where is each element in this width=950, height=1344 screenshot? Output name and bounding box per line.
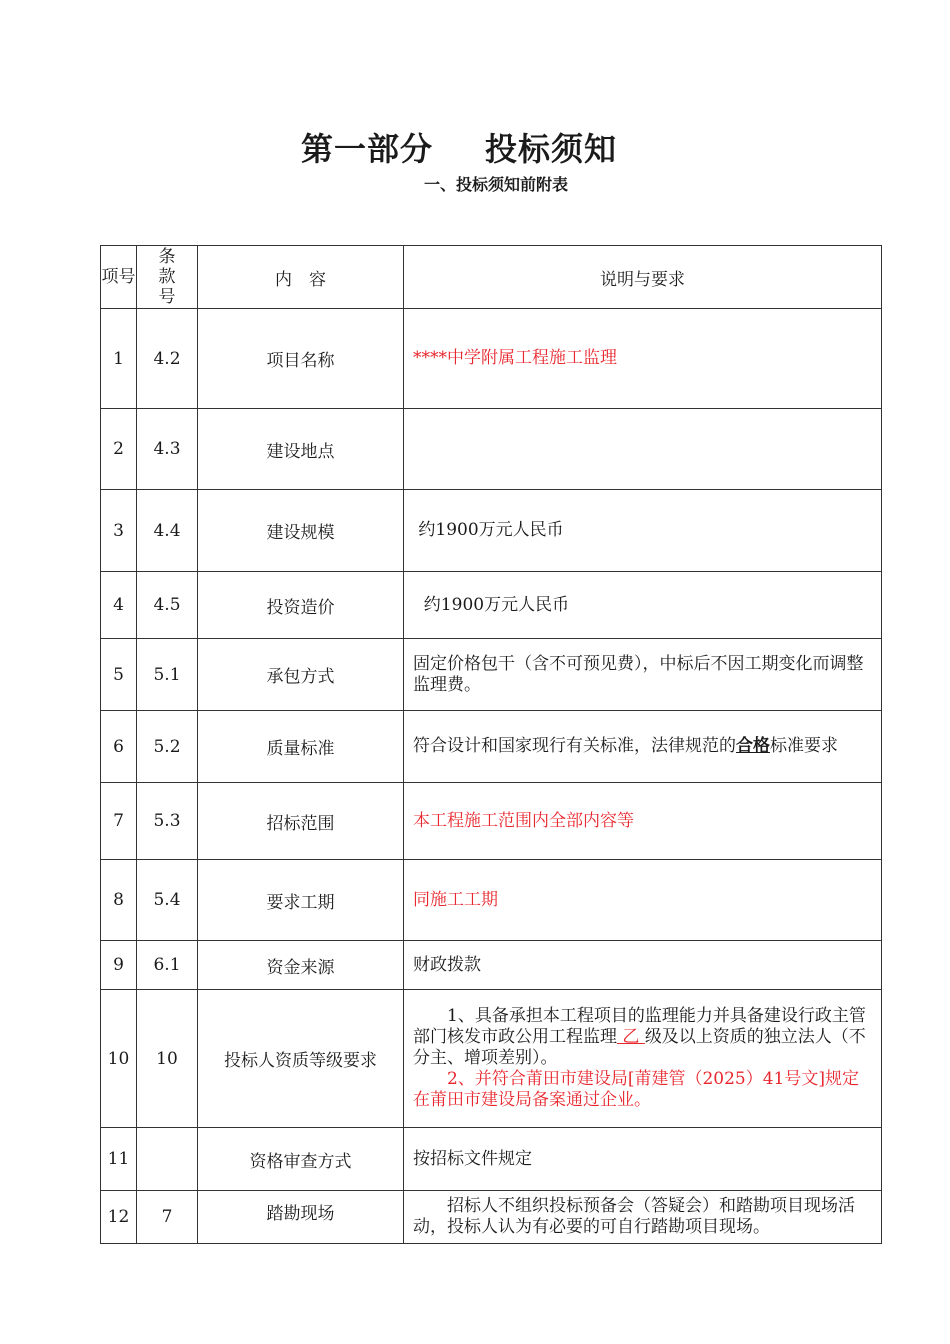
row-requirement: 同施工工期 (404, 860, 882, 941)
header-item-no: 项号 (101, 246, 137, 309)
row-requirement: 约1900万元人民币 (404, 572, 882, 639)
row-content: 建设地点 (198, 409, 404, 490)
row-clause: 4.2 (137, 309, 198, 409)
row-content: 资格审查方式 (198, 1128, 404, 1191)
row-requirement: 约1900万元人民币 (404, 490, 882, 572)
row-no: 9 (101, 941, 137, 990)
row-content: 质量标准 (198, 711, 404, 783)
table-row (101, 409, 882, 490)
table-header-row (101, 246, 882, 309)
quality-grade: 合格 (736, 736, 770, 756)
row-clause: 10 (137, 990, 198, 1128)
qualification-grade: 乙 (617, 1027, 645, 1047)
row-clause: 4.5 (137, 572, 198, 639)
quality-text-c: 标准要求 (770, 736, 838, 756)
row-clause: 5.2 (137, 711, 198, 783)
bid-instructions-table (100, 245, 882, 1244)
table-row (101, 1128, 882, 1191)
row-requirement: 本工程施工范围内全部内容等 (404, 783, 882, 860)
row-requirement: 固定价格包干（含不可预见费），中标后不因工期变化而调整监理费。 (404, 639, 882, 711)
row-clause: 5.1 (137, 639, 198, 711)
row-clause: 4.3 (137, 409, 198, 490)
row-no: 12 (101, 1191, 137, 1244)
row-content: 建设规模 (198, 490, 404, 572)
qualification-para-1: 1、具备承担本工程项目的监理能力并具备建设行政主管部门核发市政公用工程监理 乙 级及以上资质的独立法人（不分主、增项差别）。 (413, 1006, 866, 1068)
row-requirement (404, 409, 882, 490)
header-requirement: 说明与要求 (404, 246, 882, 309)
quality-text-a: 符合设计和国家现行有关标准，法律规范的 (413, 736, 736, 756)
row-no: 3 (101, 490, 137, 572)
title-part1: 第一部分 (300, 130, 433, 168)
row-requirement: 财政拨款 (404, 941, 882, 990)
row-no: 11 (101, 1128, 137, 1191)
row-clause: 7 (137, 1191, 198, 1244)
row-content: 投标人资质等级要求 (198, 990, 404, 1128)
qualification-para-2: 2、并符合莆田市建设局[莆建管（2025）41号文]规定在莆田市建设局备案通过企业。 (413, 1069, 859, 1110)
row-no: 6 (101, 711, 137, 783)
table-row (101, 309, 882, 409)
row-clause: 4.4 (137, 490, 198, 572)
table-row (101, 711, 882, 783)
row-no: 8 (101, 860, 137, 941)
row-content: 招标范围 (198, 783, 404, 860)
page-title (0, 124, 918, 170)
row-requirement: ****中学附属工程施工监理 (404, 309, 882, 409)
row-requirement: 招标人不组织投标预备会（答疑会）和踏勘项目现场活动，投标人认为有必要的可自行踏勘项目现场。 (404, 1191, 882, 1244)
table-row (101, 639, 882, 711)
row-requirement (404, 990, 882, 1128)
row-requirement: 按招标文件规定 (404, 1128, 882, 1191)
row-no: 5 (101, 639, 137, 711)
row-content: 要求工期 (198, 860, 404, 941)
table-row (101, 941, 882, 990)
table-row (101, 1191, 882, 1244)
table-row (101, 990, 882, 1128)
header-content: 内 容 (198, 246, 404, 309)
row-no: 10 (101, 990, 137, 1128)
table-row (101, 783, 882, 860)
row-no: 7 (101, 783, 137, 860)
table-row (101, 572, 882, 639)
title-part2: 投标须知 (485, 130, 618, 168)
row-content: 踏勘现场 (198, 1191, 404, 1244)
table-row (101, 490, 882, 572)
row-clause: 6.1 (137, 941, 198, 990)
page-subtitle: 一、投标须知前附表 (423, 175, 568, 194)
header-clause-no: 条款号 (137, 246, 198, 309)
row-no: 2 (101, 409, 137, 490)
row-content: 投资造价 (198, 572, 404, 639)
row-content: 承包方式 (198, 639, 404, 711)
row-content: 资金来源 (198, 941, 404, 990)
row-no: 4 (101, 572, 137, 639)
row-clause: 5.4 (137, 860, 198, 941)
table-row (101, 860, 882, 941)
row-content: 项目名称 (198, 309, 404, 409)
row-clause (137, 1128, 198, 1191)
row-requirement (404, 711, 882, 783)
row-no: 1 (101, 309, 137, 409)
row-clause: 5.3 (137, 783, 198, 860)
